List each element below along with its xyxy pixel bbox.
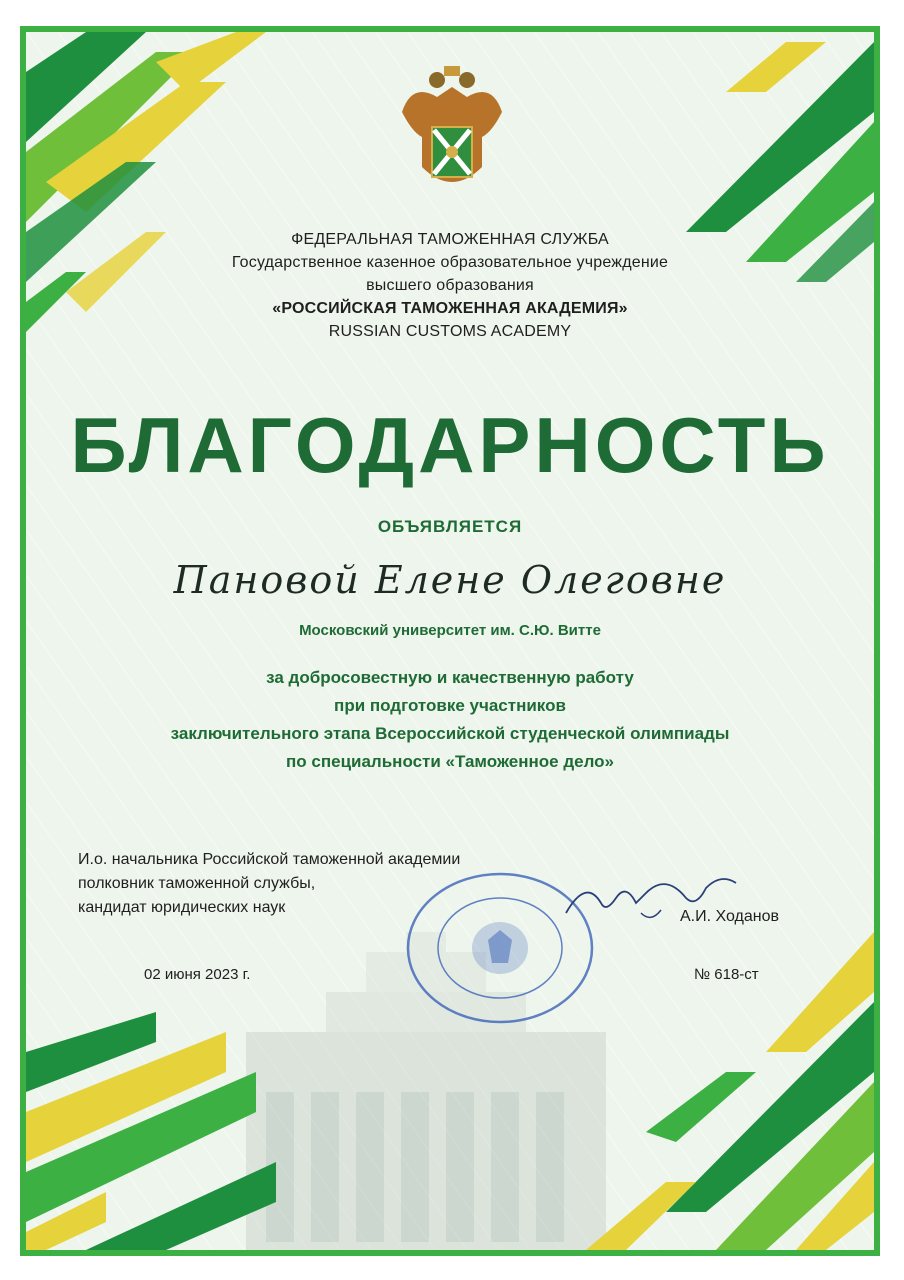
reason-line-1: за добросовестную и качественную работу bbox=[266, 668, 634, 687]
document-number: № 618-ст bbox=[694, 966, 759, 983]
header-line-3: высшего образования bbox=[366, 277, 534, 294]
recipient-organization: Московский университет им. С.Ю. Витте bbox=[299, 622, 601, 639]
announce-label: ОБЪЯВЛЯЕТСЯ bbox=[377, 517, 523, 536]
background-decoration bbox=[26, 32, 874, 1250]
header-line-4: «РОССИЙСКАЯ ТАМОЖЕННАЯ АКАДЕМИЯ» bbox=[272, 300, 628, 317]
certificate-title: БЛАГОДАРНОСТЬ bbox=[70, 401, 830, 489]
signatory-name: А.И. Ходанов bbox=[680, 908, 780, 925]
issue-date: 02 июня 2023 г. bbox=[144, 966, 251, 983]
reason-line-3: заключительного этапа Всероссийской студенческой олимпиады bbox=[170, 724, 730, 743]
certificate-frame bbox=[20, 26, 880, 1256]
reason-line-2: при подготовке участников bbox=[334, 696, 566, 715]
signatory-degree: кандидат юридических наук bbox=[78, 899, 286, 916]
reason-line-4: по специальности «Таможенное дело» bbox=[286, 752, 614, 771]
signatory-rank: полковник таможенной службы, bbox=[78, 875, 316, 892]
header-line-2: Государственное казенное образовательное учреждение bbox=[231, 254, 669, 271]
recipient-name: Пановой Елене Олеговне bbox=[173, 558, 727, 602]
header-line-1: ФЕДЕРАЛЬНАЯ ТАМОЖЕННАЯ СЛУЖБА bbox=[291, 231, 609, 248]
customs-emblem bbox=[392, 62, 512, 202]
header-line-5: RUSSIAN CUSTOMS ACADEMY bbox=[328, 323, 572, 340]
signatory-position: И.о. начальника Российской таможенной академии bbox=[78, 851, 461, 868]
